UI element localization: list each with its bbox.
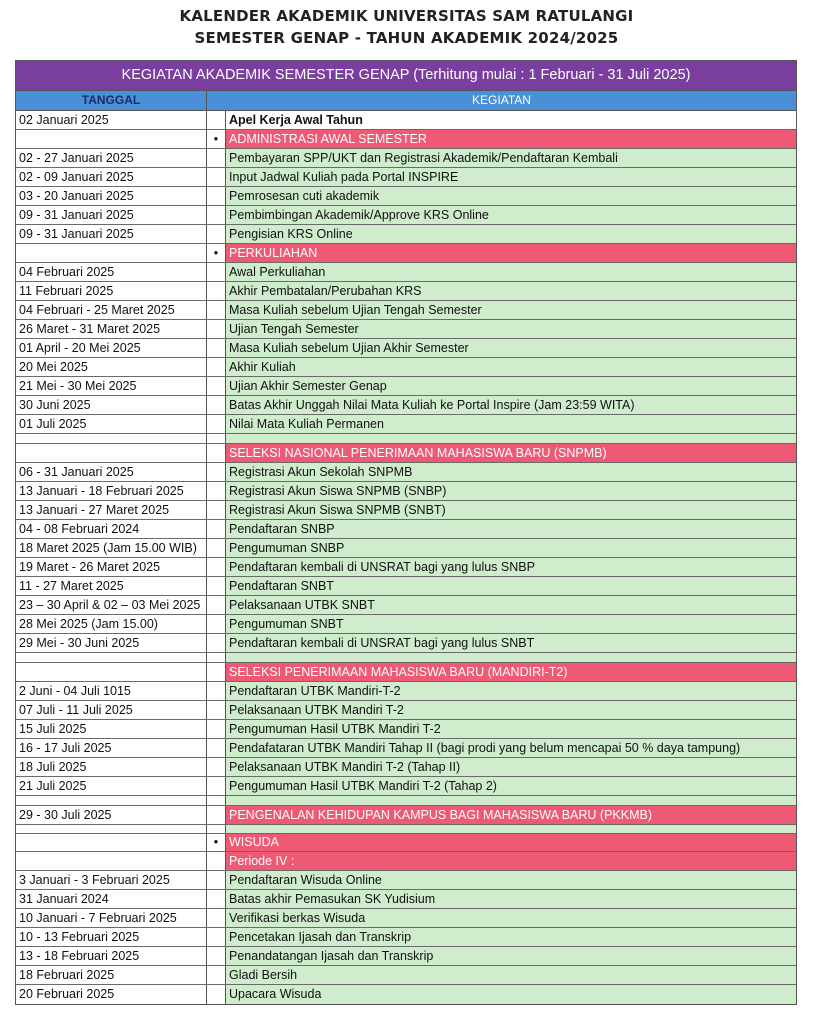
bullet-cell xyxy=(207,909,226,927)
bullet-cell xyxy=(207,796,226,805)
activity-cell: Pengumuman SNBT xyxy=(226,615,796,633)
table-row xyxy=(16,434,796,444)
table-row xyxy=(16,520,796,539)
table-row xyxy=(16,463,796,482)
document-title-line-2: SEMESTER GENAP - TAHUN AKADEMIK 2024/2025 xyxy=(194,29,619,47)
bullet-cell xyxy=(207,615,226,633)
date-cell: 3 Januari - 3 Februari 2025 xyxy=(16,871,207,889)
date-cell: 29 Mei - 30 Juni 2025 xyxy=(16,634,207,652)
date-cell: 18 Maret 2025 (Jam 15.00 WIB) xyxy=(16,539,207,557)
table-row xyxy=(16,758,796,777)
bullet-cell xyxy=(207,444,226,462)
bullet-cell xyxy=(207,758,226,776)
bullet-cell xyxy=(207,634,226,652)
bullet-cell xyxy=(207,825,226,833)
bullet-cell xyxy=(207,225,226,243)
date-cell: 13 Januari - 18 Februari 2025 xyxy=(16,482,207,500)
table-row xyxy=(16,358,796,377)
date-cell xyxy=(16,653,207,662)
activity-cell: Pendaftaran kembali di UNSRAT bagi yang lulus SNBP xyxy=(226,558,796,576)
date-cell: 21 Juli 2025 xyxy=(16,777,207,795)
date-cell xyxy=(16,663,207,681)
date-cell xyxy=(16,130,207,148)
activity-cell: ADMINISTRASI AWAL SEMESTER xyxy=(226,130,796,148)
table-row xyxy=(16,890,796,909)
activity-cell: Registrasi Akun Siswa SNPMB (SNBT) xyxy=(226,501,796,519)
date-cell: 21 Mei - 30 Mei 2025 xyxy=(16,377,207,395)
activity-cell: Pelaksanaan UTBK SNBT xyxy=(226,596,796,614)
date-cell: 15 Juli 2025 xyxy=(16,720,207,738)
date-cell: 11 - 27 Maret 2025 xyxy=(16,577,207,595)
date-cell: 16 - 17 Juli 2025 xyxy=(16,739,207,757)
bullet-cell xyxy=(207,720,226,738)
bullet-cell xyxy=(207,539,226,557)
activity-cell: Masa Kuliah sebelum Ujian Akhir Semester xyxy=(226,339,796,357)
activity-cell: Pendaftaran UTBK Mandiri-T-2 xyxy=(226,682,796,700)
date-cell xyxy=(16,244,207,262)
table-row xyxy=(16,701,796,720)
table-row xyxy=(16,539,796,558)
bullet-cell xyxy=(207,701,226,719)
date-cell: 06 - 31 Januari 2025 xyxy=(16,463,207,481)
activity-cell xyxy=(226,796,796,805)
bullet-cell xyxy=(207,415,226,433)
date-cell: 18 Februari 2025 xyxy=(16,966,207,984)
bullet-cell xyxy=(207,187,226,205)
date-cell xyxy=(16,796,207,805)
table-row xyxy=(16,320,796,339)
table-row xyxy=(16,111,796,130)
date-cell: 28 Mei 2025 (Jam 15.00) xyxy=(16,615,207,633)
bullet-cell xyxy=(207,263,226,281)
activity-cell: Masa Kuliah sebelum Ujian Tengah Semester xyxy=(226,301,796,319)
date-cell: 09 - 31 Januari 2025 xyxy=(16,206,207,224)
bullet-cell xyxy=(207,806,226,824)
bullet-cell xyxy=(207,682,226,700)
activity-cell: Pendafataran UTBK Mandiri Tahap II (bagi prodi yang belum mencapai 50 % daya tampung) xyxy=(226,739,796,757)
table-row xyxy=(16,653,796,663)
activity-cell: Pemrosesan cuti akademik xyxy=(226,187,796,205)
date-cell xyxy=(16,444,207,462)
activity-cell: Pendaftaran kembali di UNSRAT bagi yang lulus SNBT xyxy=(226,634,796,652)
activity-cell: Pembimbingan Akademik/Approve KRS Online xyxy=(226,206,796,224)
table-row xyxy=(16,396,796,415)
column-header-activity: KEGIATAN xyxy=(472,93,531,107)
bullet-cell xyxy=(207,301,226,319)
table-row xyxy=(16,244,796,263)
activity-cell: Input Jadwal Kuliah pada Portal INSPIRE xyxy=(226,168,796,186)
table-row xyxy=(16,615,796,634)
date-cell xyxy=(16,834,207,851)
date-cell: 20 Mei 2025 xyxy=(16,358,207,376)
date-cell: 07 Juli - 11 Juli 2025 xyxy=(16,701,207,719)
date-cell: 03 - 20 Januari 2025 xyxy=(16,187,207,205)
date-cell: 02 - 27 Januari 2025 xyxy=(16,149,207,167)
date-cell: 04 Februari 2025 xyxy=(16,263,207,281)
academic-calendar-table xyxy=(15,60,797,1005)
table-banner: KEGIATAN AKADEMIK SEMESTER GENAP (Terhitung mulai : 1 Februari - 31 Juli 2025) xyxy=(16,61,796,91)
bullet-cell xyxy=(207,396,226,414)
table-row xyxy=(16,339,796,358)
table-row xyxy=(16,825,796,834)
bullet-cell xyxy=(207,482,226,500)
bullet-cell xyxy=(207,596,226,614)
table-header-row xyxy=(16,91,796,111)
table-row xyxy=(16,796,796,806)
date-cell: 02 - 09 Januari 2025 xyxy=(16,168,207,186)
date-cell xyxy=(16,852,207,870)
date-cell: 04 - 08 Februari 2024 xyxy=(16,520,207,538)
table-row xyxy=(16,663,796,682)
activity-cell: Ujian Tengah Semester xyxy=(226,320,796,338)
activity-cell: Akhir Kuliah xyxy=(226,358,796,376)
activity-cell: Pengumuman SNBP xyxy=(226,539,796,557)
bullet-cell xyxy=(207,501,226,519)
document-title-line-1: KALENDER AKADEMIK UNIVERSITAS SAM RATULANGI xyxy=(179,7,634,25)
table-row xyxy=(16,577,796,596)
bullet-cell xyxy=(207,520,226,538)
activity-cell: Registrasi Akun Sekolah SNPMB xyxy=(226,463,796,481)
table-row xyxy=(16,130,796,149)
table-row xyxy=(16,947,796,966)
activity-cell: SELEKSI PENERIMAAN MAHASISWA BARU (MANDIRI-T2) xyxy=(226,663,796,681)
activity-cell: Pendaftaran SNBP xyxy=(226,520,796,538)
date-cell: 2 Juni - 04 Juli 1015 xyxy=(16,682,207,700)
bullet-cell xyxy=(207,966,226,984)
bullet-cell xyxy=(207,947,226,965)
bullet-cell xyxy=(207,852,226,870)
activity-cell: Pelaksanaan UTBK Mandiri T-2 xyxy=(226,701,796,719)
date-cell: 23 – 30 April & 02 – 03 Mei 2025 xyxy=(16,596,207,614)
table-row xyxy=(16,377,796,396)
table-row xyxy=(16,985,796,1004)
bullet-cell xyxy=(207,358,226,376)
activity-cell: Verifikasi berkas Wisuda xyxy=(226,909,796,927)
activity-cell: Pencetakan Ijasah dan Transkrip xyxy=(226,928,796,946)
date-cell: 01 April - 20 Mei 2025 xyxy=(16,339,207,357)
date-cell: 09 - 31 Januari 2025 xyxy=(16,225,207,243)
activity-cell: Registrasi Akun Siswa SNPMB (SNBP) xyxy=(226,482,796,500)
activity-cell: Awal Perkuliahan xyxy=(226,263,796,281)
bullet-cell: • xyxy=(207,834,226,851)
date-cell: 13 Januari - 27 Maret 2025 xyxy=(16,501,207,519)
table-row xyxy=(16,482,796,501)
table-row xyxy=(16,739,796,758)
bullet-cell xyxy=(207,890,226,908)
table-row xyxy=(16,682,796,701)
activity-cell: PERKULIAHAN xyxy=(226,244,796,262)
bullet-cell xyxy=(207,111,226,129)
table-row xyxy=(16,263,796,282)
activity-cell: Periode IV : xyxy=(226,852,796,870)
activity-cell: Upacara Wisuda xyxy=(226,985,796,1004)
bullet-cell: • xyxy=(207,130,226,148)
activity-cell: Penandatangan Ijasah dan Transkrip xyxy=(226,947,796,965)
date-cell: 11 Februari 2025 xyxy=(16,282,207,300)
bullet-cell xyxy=(207,149,226,167)
activity-cell: Pendaftaran Wisuda Online xyxy=(226,871,796,889)
table-row xyxy=(16,206,796,225)
activity-cell: Gladi Bersih xyxy=(226,966,796,984)
table-row xyxy=(16,558,796,577)
table-row xyxy=(16,501,796,520)
activity-cell xyxy=(226,825,796,833)
table-row xyxy=(16,187,796,206)
table-row xyxy=(16,168,796,187)
date-cell: 30 Juni 2025 xyxy=(16,396,207,414)
activity-cell: Pengisian KRS Online xyxy=(226,225,796,243)
table-row xyxy=(16,444,796,463)
date-cell: 19 Maret - 26 Maret 2025 xyxy=(16,558,207,576)
table-row xyxy=(16,928,796,947)
bullet-cell xyxy=(207,206,226,224)
table-row xyxy=(16,777,796,796)
activity-cell: Apel Kerja Awal Tahun xyxy=(226,111,796,129)
bullet-cell xyxy=(207,377,226,395)
table-row xyxy=(16,301,796,320)
bullet-cell xyxy=(207,985,226,1004)
bullet-cell xyxy=(207,777,226,795)
activity-cell: Nilai Mata Kuliah Permanen xyxy=(226,415,796,433)
date-cell: 13 - 18 Februari 2025 xyxy=(16,947,207,965)
table-row xyxy=(16,415,796,434)
table-row xyxy=(16,282,796,301)
date-cell: 10 - 13 Februari 2025 xyxy=(16,928,207,946)
bullet-cell xyxy=(207,282,226,300)
date-cell: 20 Februari 2025 xyxy=(16,985,207,1004)
table-row xyxy=(16,852,796,871)
activity-cell: PENGENALAN KEHIDUPAN KAMPUS BAGI MAHASISWA BARU (PKKMB) xyxy=(226,806,796,824)
table-row xyxy=(16,225,796,244)
bullet-cell xyxy=(207,663,226,681)
table-row xyxy=(16,720,796,739)
activity-cell: SELEKSI NASIONAL PENERIMAAN MAHASISWA BARU (SNPMB) xyxy=(226,444,796,462)
activity-cell: Pengumuman Hasil UTBK Mandiri T-2 xyxy=(226,720,796,738)
bullet-cell xyxy=(207,928,226,946)
date-cell: 18 Juli 2025 xyxy=(16,758,207,776)
table-row xyxy=(16,871,796,890)
activity-cell: Batas akhir Pemasukan SK Yudisium xyxy=(226,890,796,908)
date-cell xyxy=(16,825,207,833)
activity-cell: Batas Akhir Unggah Nilai Mata Kuliah ke Portal Inspire (Jam 23:59 WITA) xyxy=(226,396,796,414)
activity-cell: Ujian Akhir Semester Genap xyxy=(226,377,796,395)
activity-cell: Pembayaran SPP/UKT dan Registrasi Akademik/Pendaftaran Kembali xyxy=(226,149,796,167)
activity-cell: Pengumuman Hasil UTBK Mandiri T-2 (Tahap 2) xyxy=(226,777,796,795)
date-cell: 31 Januari 2024 xyxy=(16,890,207,908)
date-cell: 01 Juli 2025 xyxy=(16,415,207,433)
bullet-cell xyxy=(207,168,226,186)
activity-cell: Akhir Pembatalan/Perubahan KRS xyxy=(226,282,796,300)
date-cell: 29 - 30 Juli 2025 xyxy=(16,806,207,824)
activity-cell xyxy=(226,434,796,443)
bullet-cell xyxy=(207,577,226,595)
date-cell: 26 Maret - 31 Maret 2025 xyxy=(16,320,207,338)
bullet-cell xyxy=(207,558,226,576)
bullet-cell xyxy=(207,320,226,338)
date-cell: 02 Januari 2025 xyxy=(16,111,207,129)
table-row xyxy=(16,909,796,928)
table-row xyxy=(16,806,796,825)
table-row xyxy=(16,149,796,168)
activity-cell: Pelaksanaan UTBK Mandiri T-2 (Tahap II) xyxy=(226,758,796,776)
bullet-cell xyxy=(207,871,226,889)
table-row xyxy=(16,596,796,615)
activity-cell: Pendaftaran SNBT xyxy=(226,577,796,595)
bullet-cell xyxy=(207,434,226,443)
activity-cell: WISUDA xyxy=(226,834,796,851)
column-header-date: TANGGAL xyxy=(16,91,207,110)
bullet-cell xyxy=(207,653,226,662)
activity-cell xyxy=(226,653,796,662)
date-cell: 04 Februari - 25 Maret 2025 xyxy=(16,301,207,319)
bullet-cell: • xyxy=(207,244,226,262)
bullet-cell xyxy=(207,463,226,481)
table-row xyxy=(16,834,796,852)
date-cell: 10 Januari - 7 Februari 2025 xyxy=(16,909,207,927)
bullet-cell xyxy=(207,339,226,357)
bullet-cell xyxy=(207,739,226,757)
table-row xyxy=(16,634,796,653)
table-row xyxy=(16,966,796,985)
date-cell xyxy=(16,434,207,443)
table-body xyxy=(16,111,796,1004)
